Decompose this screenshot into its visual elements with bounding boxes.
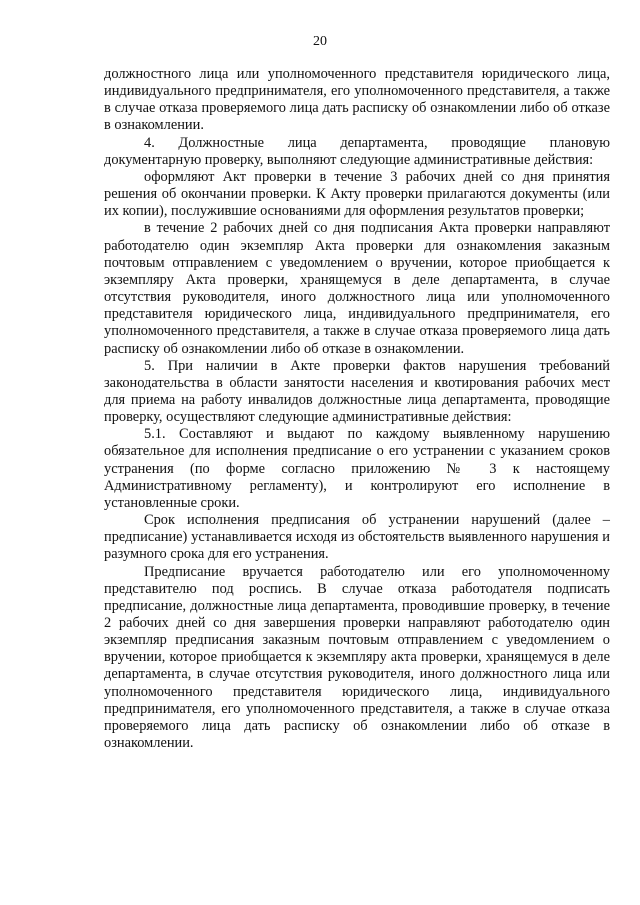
paragraph-delivery: Предписание вручается работодателю или его уполномоченному представителю под роспись. В случае отказа работодателя подписать предписание, должностные лица департамента, проводившие проверку, в течение 2 рабочих дней со дня завершения проверки направляют работодателю один экземпляр предписания заказным почтовым отправлением с уведомлением о вручении, которое приобщается к экземпляру акта проверки, хранящемуся в деле департамента, в случае отсутствия руководителя, иного должностного лица или уполномоченного представителя юридического лица, индивидуального предпринимателя, его уполномоченного представителя, а также в случае отказа проверяемого лица дать расписку об ознакомлении либо об отказе в ознакомлении.: [104, 563, 610, 752]
paragraph-item-4: 4. Должностные лица департамента, проводящие плановую документарную проверку, выполняют следующие административные действия:: [104, 134, 610, 168]
page-number: 20: [313, 34, 327, 49]
paragraph-act-sending: в течение 2 рабочих дней со дня подписания Акта проверки направляют работодателю один экземпляр Акта проверки для ознакомления заказным почтовым отправлением с уведомлением о вручении, которое приобщается к экземпляру Акта проверки, хранящемуся в деле департамента, в случае отсутствия руководителя, иного должностного лица или уполномоченного представителя юридического лица, индивидуального предпринимателя, его уполномоченного представителя, а также в случае отказа проверяемого лица дать расписку об ознакомлении либо об отказе в ознакомлении.: [104, 220, 610, 357]
paragraph-act-preparation: оформляют Акт проверки в течение 3 рабочих дней со дня принятия решения об окончании проверки. К Акту проверки прилагаются документы (или их копии), послужившие основаниями для оформления результатов проверки;: [104, 168, 610, 220]
paragraph-item-5-1: 5.1. Составляют и выдают по каждому выявленному нарушению обязательное для исполнения предписание о его устранении с указанием сроков устранения (по форме согласно приложению № 3 к настоящему Административному регламенту), и контролируют его исполнение в установленные сроки.: [104, 426, 610, 511]
paragraph-item-5: 5. При наличии в Акте проверки фактов нарушения требований законодательства в области занятости населения и квотирования рабочих мест для приема на работу инвалидов должностные лица департамента, проводящие проверку, осуществляют следующие административные действия:: [104, 357, 610, 426]
paragraph-continuation: должностного лица или уполномоченного представителя юридического лица, индивидуального предпринимателя, его уполномоченного представителя, а также в случае отказа проверяемого лица дать расписку об ознакомлении либо об отказе в ознакомлении.: [104, 66, 610, 134]
document-body: [104, 66, 610, 752]
paragraph-deadline: Срок исполнения предписания об устранении нарушений (далее – предписание) устанавливается исходя из обстоятельств выявленного нарушения и разумного срока для его устранения.: [104, 512, 610, 563]
